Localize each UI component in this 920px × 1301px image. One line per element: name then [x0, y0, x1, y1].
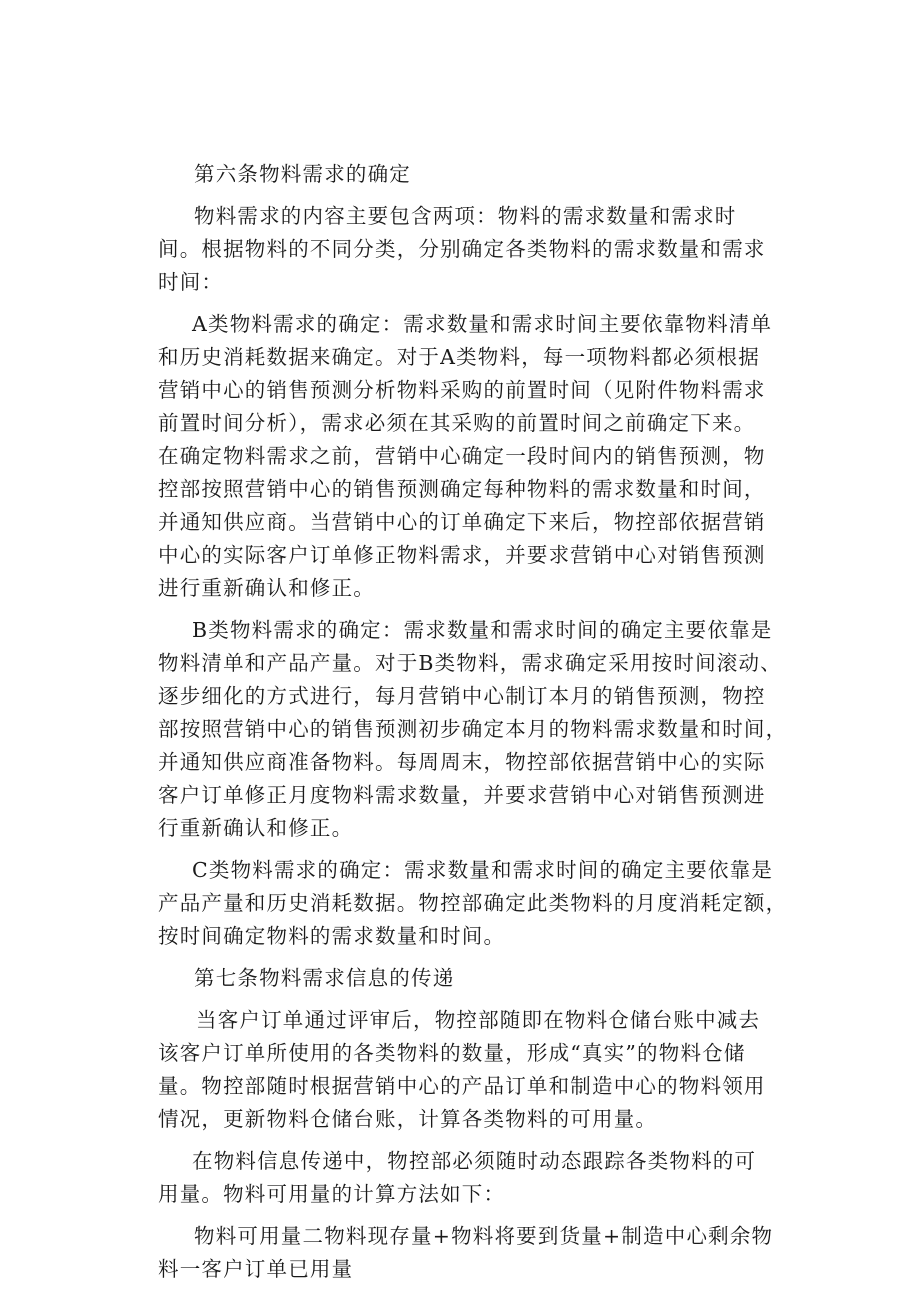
text-line: 在确定物料需求之前，营销中心确定一段时间内的销售预测，物 — [158, 444, 766, 468]
text-line: 在物料信息传递中，物控部必须随时动态跟踪各类物料的可 — [192, 1149, 757, 1173]
paragraph-class-c — [158, 854, 788, 953]
text-line: 并通知供应商。当营销中心的订单确定下来后，物控部依据营销 — [158, 510, 766, 534]
text-line: 间。根据物料的不同分类，分别确定各类物料的需求数量和需求 — [158, 237, 766, 261]
paragraph-info-transfer — [158, 1145, 770, 1211]
text-line: 物料可用量二物料现存量+物料将要到货量+制造中心剩余物 — [194, 1224, 774, 1248]
paragraph-class-a — [158, 308, 773, 605]
text-line: 当客户订单通过评审后，物控部随即在物料仓储台账中减去 — [196, 1008, 761, 1032]
text-line: A类物料需求的确定：需求数量和需求时间主要依靠物料清单 — [192, 312, 773, 336]
article-7-heading — [158, 962, 770, 995]
text-line: 进行重新确认和修正。 — [158, 576, 375, 600]
paragraph-demand-content — [158, 200, 770, 299]
text-line: B类物料需求的确定：需求数量和需求时间的确定主要依靠是 — [192, 618, 773, 642]
text-line: 部按照营销中心的销售预测初步确定本月的物料需求数量和时间， — [158, 717, 788, 741]
paragraph-formula — [158, 1220, 774, 1286]
text-line: 物料需求的内容主要包含两项：物料的需求数量和需求时 — [194, 204, 737, 228]
text-line: 行重新确认和修正。 — [158, 816, 354, 840]
paragraph-class-b — [158, 614, 788, 845]
text-line: 控部按照营销中心的销售预测确定每种物料的需求数量和时间， — [158, 477, 766, 501]
text-line: 用量。物料可用量的计算方法如下： — [158, 1182, 506, 1206]
text-line: 情况，更新物料仓储台账，计算各类物料的可用量。 — [158, 1107, 658, 1131]
text-line: 营销中心的销售预测分析物料采购的前置时间（见附件物料需求 — [158, 378, 766, 402]
text-line: 并通知供应商准备物料。每周周末，物控部依据营销中心的实际 — [158, 750, 766, 774]
text-line: C类物料需求的确定：需求数量和需求时间的确定主要依靠是 — [192, 858, 774, 882]
article-6-heading — [158, 158, 770, 191]
text-line: 和历史消耗数据来确定。对于A类物料，每一项物料都必须根据 — [158, 345, 760, 369]
text-line: 第七条物料需求信息的传递 — [194, 966, 455, 990]
document-body — [158, 158, 788, 1286]
text-line: 量。物控部随时根据营销中心的产品订单和制造中心的物料领用 — [158, 1074, 766, 1098]
text-line: 物料清单和产品产量。对于B类物料，需求确定采用按时间滚动、 — [158, 651, 782, 675]
text-line: 客户订单修正月度物料需求数量，并要求营销中心对销售预测进 — [158, 783, 766, 807]
text-line: 按时间确定物料的需求数量和时间。 — [158, 924, 506, 948]
text-line: 料一客户订单已用量 — [158, 1257, 354, 1281]
text-line: 时间： — [158, 270, 224, 294]
text-line: 产品产量和历史消耗数据。物控部确定此类物料的月度消耗定额， — [158, 891, 788, 915]
text-line: 中心的实际客户订单修正物料需求，并要求营销中心对销售预测 — [158, 543, 766, 567]
text-line: 前置时间分析），需求必须在其采购的前置时间之前确定下来。 — [158, 411, 756, 435]
text-line: 逐步细化的方式进行，每月营销中心制订本月的销售预测，物控 — [158, 684, 766, 708]
text-line: 第六条物料需求的确定 — [194, 162, 411, 186]
paragraph-order-review — [158, 1004, 770, 1136]
text-line: 该客户订单所使用的各类物料的数量，形成“真实”的物料仓储 — [158, 1041, 746, 1065]
